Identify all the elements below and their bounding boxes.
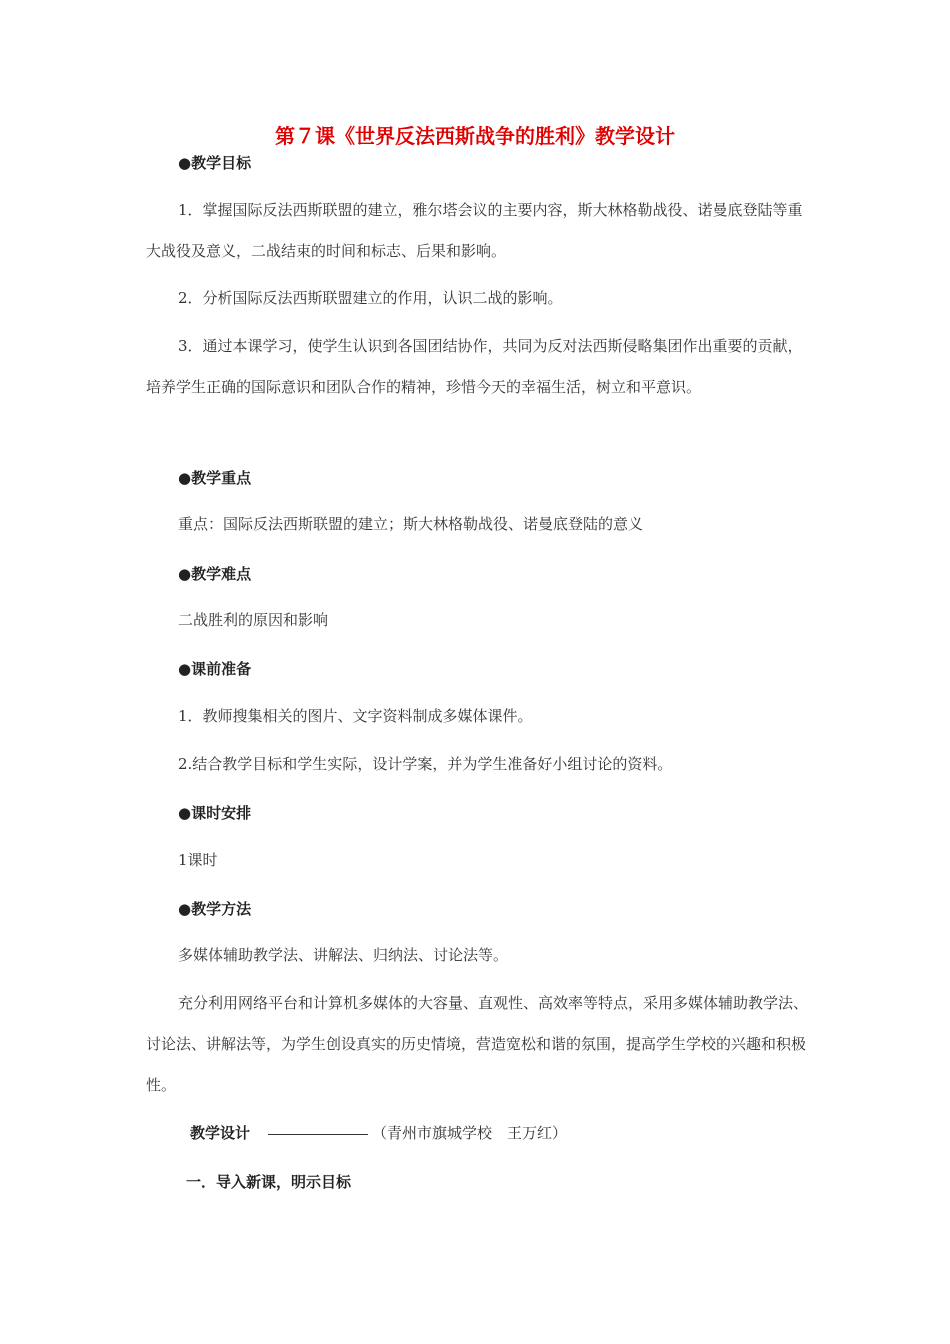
heading-goals: ●教学目标 <box>178 154 252 172</box>
heading-methods: ●教学方法 <box>178 900 252 918</box>
heading-schedule: ●课时安排 <box>178 804 252 822</box>
goal-item-1: 1．掌握国际反法西斯联盟的建立，雅尔塔会议的主要内容，斯大林格勒战役、诺曼底登陆等重大战役及意义，二战结束的时间和标志、后果和影响。 <box>146 201 803 260</box>
key-points-text: 重点：国际反法西斯联盟的建立；斯大林格勒战役、诺曼底登陆的意义 <box>178 515 644 533</box>
schedule-text: 1课时 <box>178 851 218 869</box>
design-label: 教学设计 <box>190 1124 251 1142</box>
step-1-heading: 一．导入新课，明示目标 <box>186 1173 352 1191</box>
design-dash-line <box>268 1134 368 1135</box>
methods-text: 多媒体辅助教学法、讲解法、归纳法、讨论法等。 <box>178 946 509 964</box>
preparation-item-1: 1．教师搜集相关的图片、文字资料制成多媒体课件。 <box>178 707 533 725</box>
goal-item-3: 3．通过本课学习，使学生认识到各国团结协作，共同为反对法西斯侵略集团作出重要的贡献，培养学生正确的国际意识和团队合作的精神，珍惜今天的幸福生活，树立和平意识。 <box>146 337 803 396</box>
design-credit <box>190 1122 567 1144</box>
goal-item-2: 2．分析国际反法西斯联盟建立的作用，认识二战的影响。 <box>178 289 563 307</box>
difficulties-text: 二战胜利的原因和影响 <box>178 611 329 629</box>
heading-difficulties: ●教学难点 <box>178 565 252 583</box>
methods-paragraph: 充分利用网络平台和计算机多媒体的大容量、直观性、高效率等特点，采用多媒体辅助教学法、讨论法、讲解法等，为学生创设真实的历史情境，营造宽松和谐的氛围，提高学生学校的兴趣和积极性。 <box>146 994 809 1094</box>
design-author: （青州市旗城学校 王万红） <box>372 1124 568 1142</box>
preparation-item-2: 2.结合教学目标和学生实际，设计学案，并为学生准备好小组讨论的资料。 <box>178 755 673 773</box>
document-title: 第７课《世界反法西斯战争的胜利》教学设计 <box>275 124 675 148</box>
heading-key-points: ●教学重点 <box>178 469 252 487</box>
heading-preparation: ●课前准备 <box>178 660 252 678</box>
